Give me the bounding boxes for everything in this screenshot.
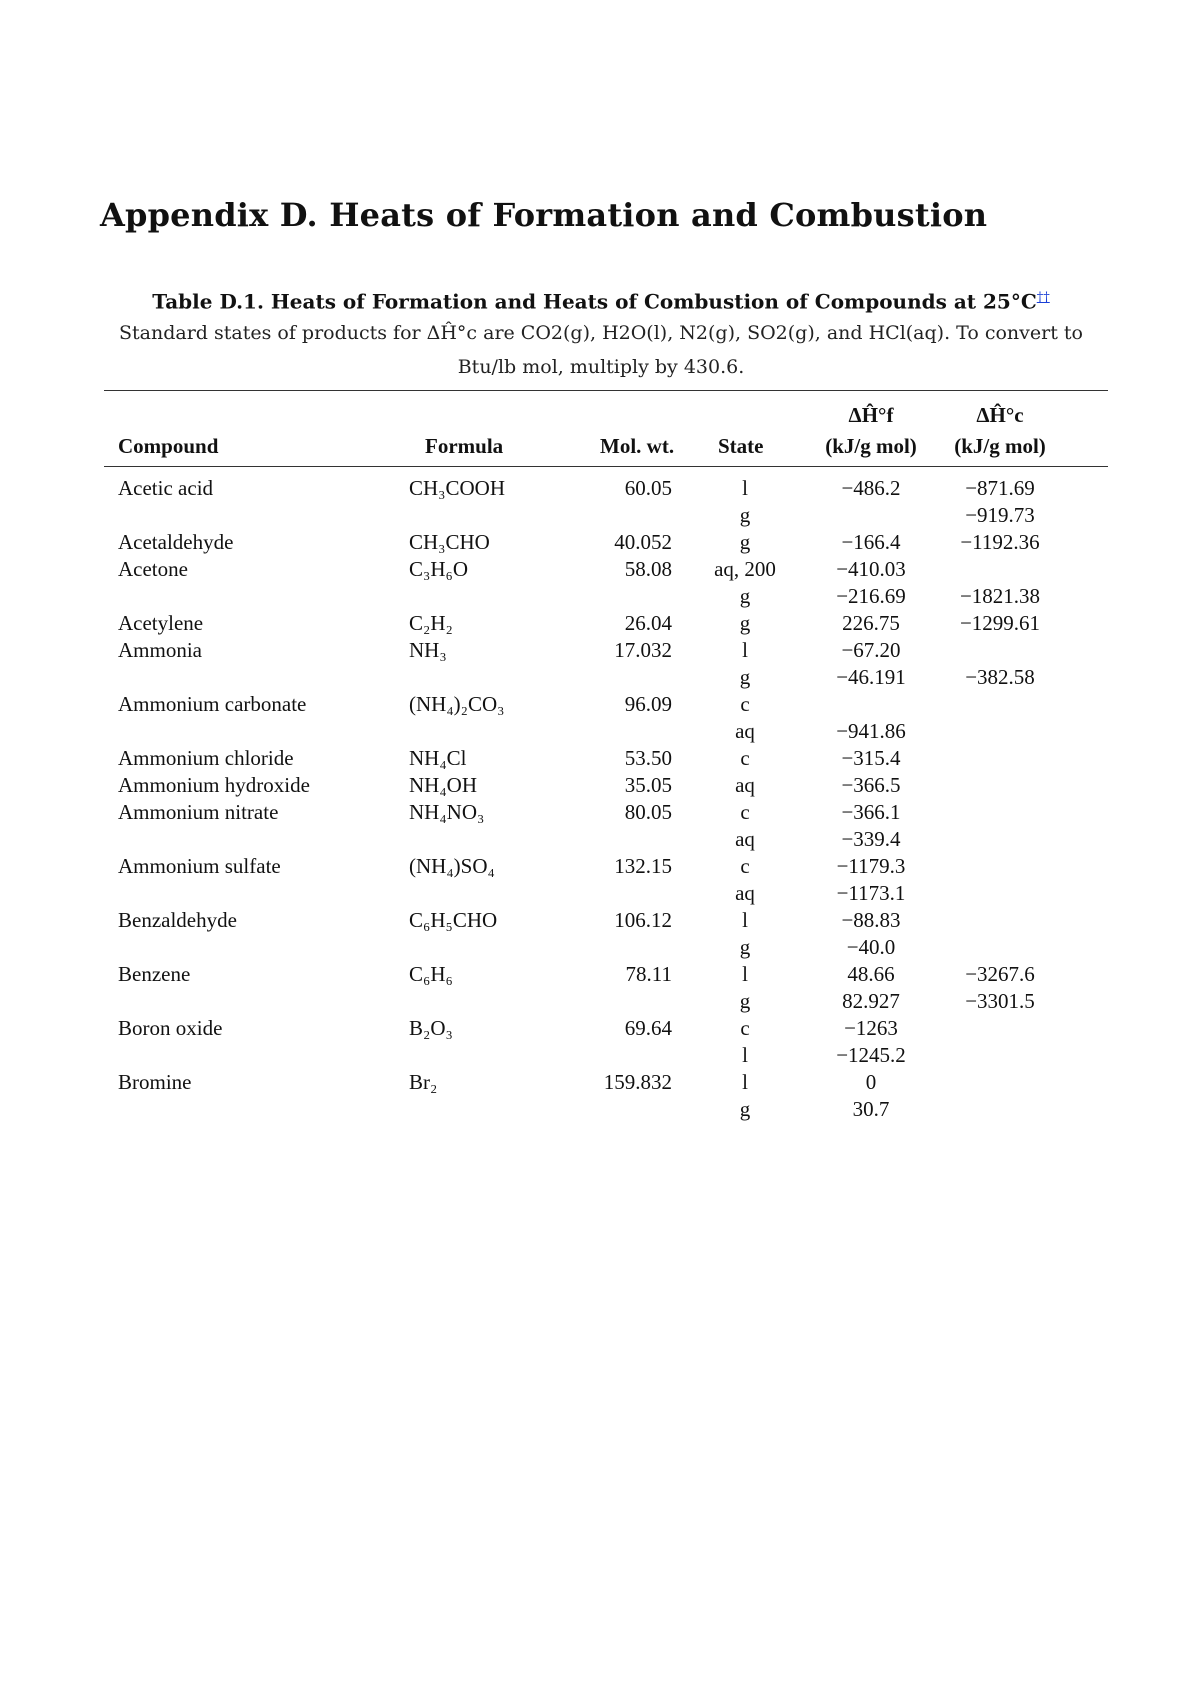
heat-of-combustion-cell: −871.69 bbox=[965, 476, 1035, 500]
compound-cell: Benzaldehyde bbox=[118, 908, 237, 932]
compound-cell: Acetaldehyde bbox=[118, 530, 234, 554]
heat-of-formation-cell: −46.191 bbox=[836, 665, 906, 689]
state-cell: l bbox=[742, 1070, 748, 1094]
state-cell: aq bbox=[735, 827, 755, 851]
heat-of-formation-cell: −366.5 bbox=[841, 773, 901, 797]
heat-of-formation-cell: −486.2 bbox=[841, 476, 901, 500]
compound-cell: Benzene bbox=[118, 962, 191, 986]
column-header-state: State bbox=[718, 434, 764, 458]
state-cell: g bbox=[739, 530, 751, 554]
heat-of-formation-cell: 48.66 bbox=[847, 962, 895, 986]
heat-of-formation-cell: 82.927 bbox=[842, 989, 900, 1013]
compound-cell: Ammonium nitrate bbox=[118, 800, 279, 824]
state-cell: c bbox=[740, 692, 750, 716]
table-caption-title: Table D.1. Heats of Formation and Heats of Combustion of Compounds at 25°C bbox=[152, 289, 1037, 314]
heat-of-combustion-cell: −3267.6 bbox=[965, 962, 1035, 986]
formula-cell: CH₃COOH bbox=[409, 476, 505, 500]
heat-of-formation-cell: −1245.2 bbox=[836, 1043, 906, 1067]
state-cell: g bbox=[739, 1097, 751, 1121]
compound-cell: Boron oxide bbox=[118, 1016, 223, 1040]
table-caption bbox=[104, 285, 1098, 314]
heat-of-combustion-cell: −1821.38 bbox=[959, 584, 1041, 608]
formula-cell: CH₃CHO bbox=[409, 530, 490, 554]
heat-of-combustion-cell: −919.73 bbox=[965, 503, 1035, 527]
state-cell: c bbox=[740, 1016, 750, 1040]
mol-wt-cell: 159.832 bbox=[603, 1070, 672, 1094]
heat-of-formation-cell: −1263 bbox=[844, 1016, 898, 1040]
formula-cell: NH₃ bbox=[409, 638, 447, 662]
table-header-rule bbox=[104, 466, 1108, 467]
column-header-compound: Compound bbox=[118, 434, 219, 458]
state-cell: aq bbox=[735, 881, 755, 905]
compound-cell: Bromine bbox=[118, 1070, 192, 1094]
heat-of-formation-cell: −366.1 bbox=[841, 800, 901, 824]
heat-of-formation-cell: −941.86 bbox=[836, 719, 906, 743]
mol-wt-cell: 132.15 bbox=[614, 854, 672, 878]
mol-wt-cell: 17.032 bbox=[614, 638, 672, 662]
formula-cell: NH₄NO₃ bbox=[409, 800, 485, 824]
state-cell: c bbox=[740, 800, 750, 824]
formula-cell: C₃H₆O bbox=[409, 557, 468, 581]
mol-wt-cell: 69.64 bbox=[624, 1016, 672, 1040]
heat-of-formation-cell: 30.7 bbox=[852, 1097, 890, 1121]
mol-wt-cell: 78.11 bbox=[625, 962, 672, 986]
page-title: Appendix D. Heats of Formation and Combustion bbox=[100, 196, 988, 234]
footnote-link[interactable]: †† bbox=[1036, 290, 1050, 305]
column-header-hc-symbol: ΔĤ°c bbox=[976, 403, 1024, 427]
state-cell: l bbox=[742, 908, 748, 932]
compound-cell: Ammonia bbox=[118, 638, 202, 662]
state-cell: g bbox=[739, 665, 751, 689]
state-cell: l bbox=[742, 962, 748, 986]
mol-wt-cell: 96.09 bbox=[624, 692, 672, 716]
formula-cell: NH₄Cl bbox=[409, 746, 467, 770]
compound-cell: Ammonium carbonate bbox=[118, 692, 307, 716]
state-cell: g bbox=[739, 584, 751, 608]
formula-cell: Br₂ bbox=[409, 1070, 438, 1094]
mol-wt-cell: 35.05 bbox=[624, 773, 672, 797]
heat-of-combustion-cell: −3301.5 bbox=[965, 989, 1035, 1013]
state-cell: c bbox=[740, 854, 750, 878]
compound-cell: Ammonium sulfate bbox=[118, 854, 281, 878]
formula-cell: (NH₄)₂CO₃ bbox=[409, 692, 505, 716]
heat-of-formation-cell: −40.0 bbox=[846, 935, 896, 959]
state-cell: g bbox=[739, 503, 751, 527]
state-cell: aq bbox=[735, 719, 755, 743]
column-header-mol-wt: Mol. wt. bbox=[600, 434, 675, 458]
state-cell: g bbox=[739, 935, 751, 959]
compound-cell: Acetic acid bbox=[118, 476, 214, 500]
mol-wt-cell: 58.08 bbox=[624, 557, 672, 581]
heat-of-formation-cell: 226.75 bbox=[842, 611, 900, 635]
state-cell: l bbox=[742, 638, 748, 662]
state-cell: g bbox=[739, 611, 751, 635]
state-cell: l bbox=[742, 1043, 748, 1067]
state-cell: l bbox=[742, 476, 748, 500]
heat-of-formation-cell: −216.69 bbox=[836, 584, 906, 608]
compound-cell: Ammonium hydroxide bbox=[118, 773, 310, 797]
formula-cell: C₂H₂ bbox=[409, 611, 453, 635]
table-top-rule bbox=[104, 390, 1108, 391]
formula-cell: C₆H₅CHO bbox=[409, 908, 498, 932]
state-cell: c bbox=[740, 746, 750, 770]
mol-wt-cell: 53.50 bbox=[624, 746, 672, 770]
mol-wt-cell: 80.05 bbox=[624, 800, 672, 824]
state-cell: aq bbox=[735, 773, 755, 797]
column-header-hc-units: (kJ/g mol) bbox=[954, 434, 1046, 458]
formula-cell: (NH₄)SO₄ bbox=[409, 854, 495, 878]
mol-wt-cell: 40.052 bbox=[614, 530, 672, 554]
table-note-line-2: Btu/lb mol, multiply by 430.6. bbox=[457, 356, 745, 378]
heat-of-combustion-cell: −382.58 bbox=[965, 665, 1035, 689]
heat-of-formation-cell: −339.4 bbox=[841, 827, 901, 851]
heat-of-formation-cell: −410.03 bbox=[836, 557, 906, 581]
heat-of-formation-cell: −315.4 bbox=[841, 746, 901, 770]
formula-cell: B₂O₃ bbox=[409, 1016, 453, 1040]
heat-of-combustion-cell: −1299.61 bbox=[959, 611, 1041, 635]
heat-of-formation-cell: −166.4 bbox=[841, 530, 901, 554]
heat-of-formation-cell: 0 bbox=[865, 1070, 877, 1094]
mol-wt-cell: 60.05 bbox=[624, 476, 672, 500]
column-header-formula: Formula bbox=[425, 434, 504, 458]
heat-of-combustion-cell: −1192.36 bbox=[960, 530, 1040, 554]
heat-of-formation-cell: −67.20 bbox=[841, 638, 901, 662]
table-note-line-1: Standard states of products for ΔĤ°c are CO2(g), H2O(l), N2(g), SO2(g), and HCl(aq). To convert to bbox=[119, 322, 1083, 344]
heat-of-formation-cell: −88.83 bbox=[841, 908, 901, 932]
column-header-hf-symbol: ΔĤ°f bbox=[848, 403, 894, 427]
state-cell: g bbox=[739, 989, 751, 1013]
formula-cell: NH₄OH bbox=[409, 773, 477, 797]
heat-of-formation-cell: −1179.3 bbox=[836, 854, 906, 878]
compound-cell: Acetylene bbox=[118, 611, 204, 635]
state-cell: aq, 200 bbox=[714, 557, 776, 581]
heat-of-formation-cell: −1173.1 bbox=[836, 881, 906, 905]
compound-cell: Acetone bbox=[118, 557, 188, 581]
column-header-hf-units: (kJ/g mol) bbox=[825, 434, 917, 458]
formula-cell: C₆H₆ bbox=[409, 962, 453, 986]
mol-wt-cell: 26.04 bbox=[624, 611, 672, 635]
mol-wt-cell: 106.12 bbox=[614, 908, 672, 932]
compound-cell: Ammonium chloride bbox=[118, 746, 294, 770]
